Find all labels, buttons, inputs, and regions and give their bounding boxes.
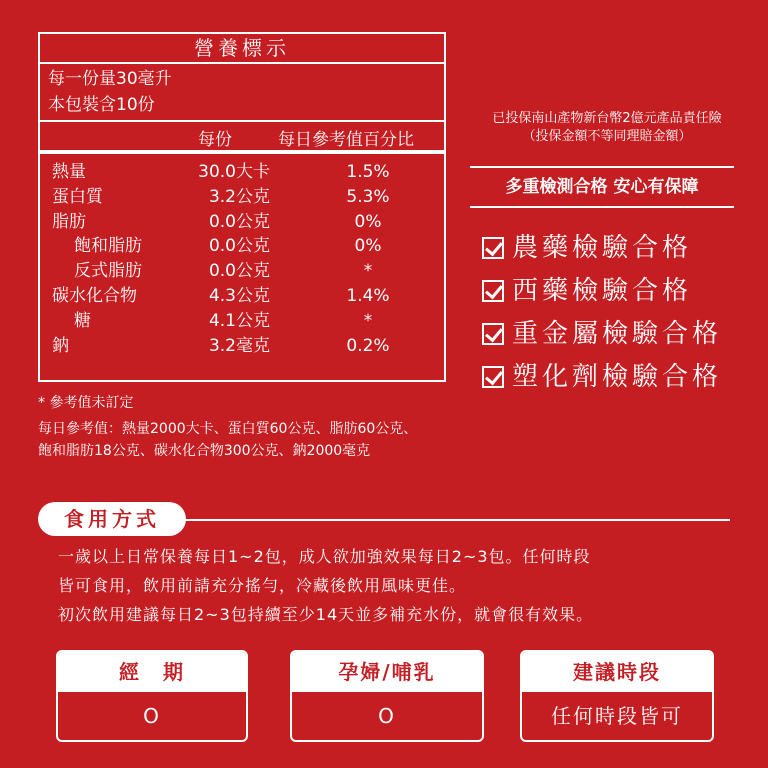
check-label: 重金屬檢驗合格 [512, 318, 723, 349]
pregnancy-box [290, 650, 484, 742]
row-percent: * [363, 310, 373, 331]
row-value: 4.3公克 [208, 285, 270, 306]
table-row [40, 284, 444, 309]
usage-line3: 初次飲用建議每日2~3包持續至少14天並多補充水份，就會很有效果。 [58, 605, 594, 624]
box-value: O [143, 704, 161, 728]
table-row [40, 185, 444, 210]
suggested-time-box [520, 650, 714, 742]
checkbox-checked-icon [482, 366, 504, 388]
row-value: 0.0公克 [208, 236, 270, 257]
row-value: 3.2公克 [208, 186, 270, 207]
row-percent: 0% [354, 211, 382, 232]
table-row [40, 309, 444, 334]
quality-title: 多重檢測合格 安心有保障 [470, 166, 734, 208]
row-name: 蛋白質 [52, 186, 103, 207]
row-name: 鈉 [52, 335, 69, 356]
check-label: 農藥檢驗合格 [512, 232, 693, 263]
insurance-note [462, 110, 752, 146]
quality-checklist [482, 226, 722, 398]
row-value: 3.2毫克 [208, 335, 270, 356]
list-item [482, 355, 722, 398]
insurance-line2: （投保金額不等同理賠金額） [522, 129, 692, 144]
row-percent: * [363, 261, 373, 282]
table-row [40, 334, 444, 359]
row-name: 飽和脂肪 [74, 236, 142, 257]
row-name: 脂肪 [52, 211, 86, 232]
nutrition-notes [38, 392, 458, 462]
usage-instructions [58, 542, 593, 629]
row-name: 碳水化合物 [52, 285, 137, 306]
daily-reference-line2: 飽和脂肪18公克、碳水化合物300公克、鈉2000毫克 [38, 443, 371, 459]
row-percent: 0% [354, 236, 382, 257]
insurance-line1: 已投保南山產物新台幣2億元產品責任險 [492, 111, 722, 126]
row-value: 4.1公克 [208, 310, 270, 331]
row-name: 反式脂肪 [74, 261, 142, 282]
check-label: 西藥檢驗合格 [512, 275, 693, 306]
usage-title: 食用方式 [38, 502, 186, 536]
serving-size: 每一份量30毫升 [48, 69, 172, 89]
list-item [482, 312, 722, 355]
checkbox-checked-icon [482, 280, 504, 302]
table-row [40, 234, 444, 259]
menstruation-box [56, 650, 248, 742]
row-percent: 0.2% [346, 335, 390, 356]
row-value: 30.0大卡 [198, 162, 270, 182]
servings-per-pack: 本包裝含10份 [48, 95, 155, 115]
row-percent: 5.3% [346, 186, 390, 207]
usage-line1: 一歲以上日常保養每日1~2包，成人欲加強效果每日2~3包。任何時段 [58, 547, 591, 566]
table-row [40, 259, 444, 284]
row-name: 熱量 [52, 162, 86, 182]
asterisk-note: * 參考值未訂定 [38, 395, 134, 411]
row-percent: 1.5% [346, 162, 390, 182]
usage-divider [160, 519, 730, 521]
box-value: 任何時段皆可 [551, 704, 683, 728]
col-daily-percent: 每日參考值百分比 [278, 130, 414, 150]
box-header: 建議時段 [522, 652, 712, 692]
row-value: 0.0公克 [208, 211, 270, 232]
box-value: O [378, 704, 396, 728]
nutrition-rows [40, 154, 444, 358]
list-item [482, 269, 722, 312]
checkbox-checked-icon [482, 237, 504, 259]
list-item [482, 226, 722, 269]
nutrition-title: 營養標示 [40, 34, 444, 64]
table-row [40, 210, 444, 235]
row-value: 0.0公克 [208, 261, 270, 282]
row-percent: 1.4% [346, 285, 390, 306]
serving-info [40, 64, 444, 122]
box-header: 孕婦/哺乳 [292, 652, 482, 692]
col-per-serving: 每份 [198, 130, 232, 150]
box-header: 經 期 [58, 652, 246, 692]
checkbox-checked-icon [482, 323, 504, 345]
usage-line2: 皆可食用，飲用前請充分搖勻，冷藏後飲用風味更佳。 [58, 576, 467, 595]
daily-reference-line1: 每日參考值：熱量2000大卡、蛋白質60公克、脂肪60公克、 [38, 421, 418, 437]
table-row [40, 160, 444, 185]
nutrition-table [38, 32, 446, 382]
check-label: 塑化劑檢驗合格 [512, 361, 723, 392]
row-name: 糖 [74, 310, 91, 331]
nutrition-header [40, 122, 444, 154]
